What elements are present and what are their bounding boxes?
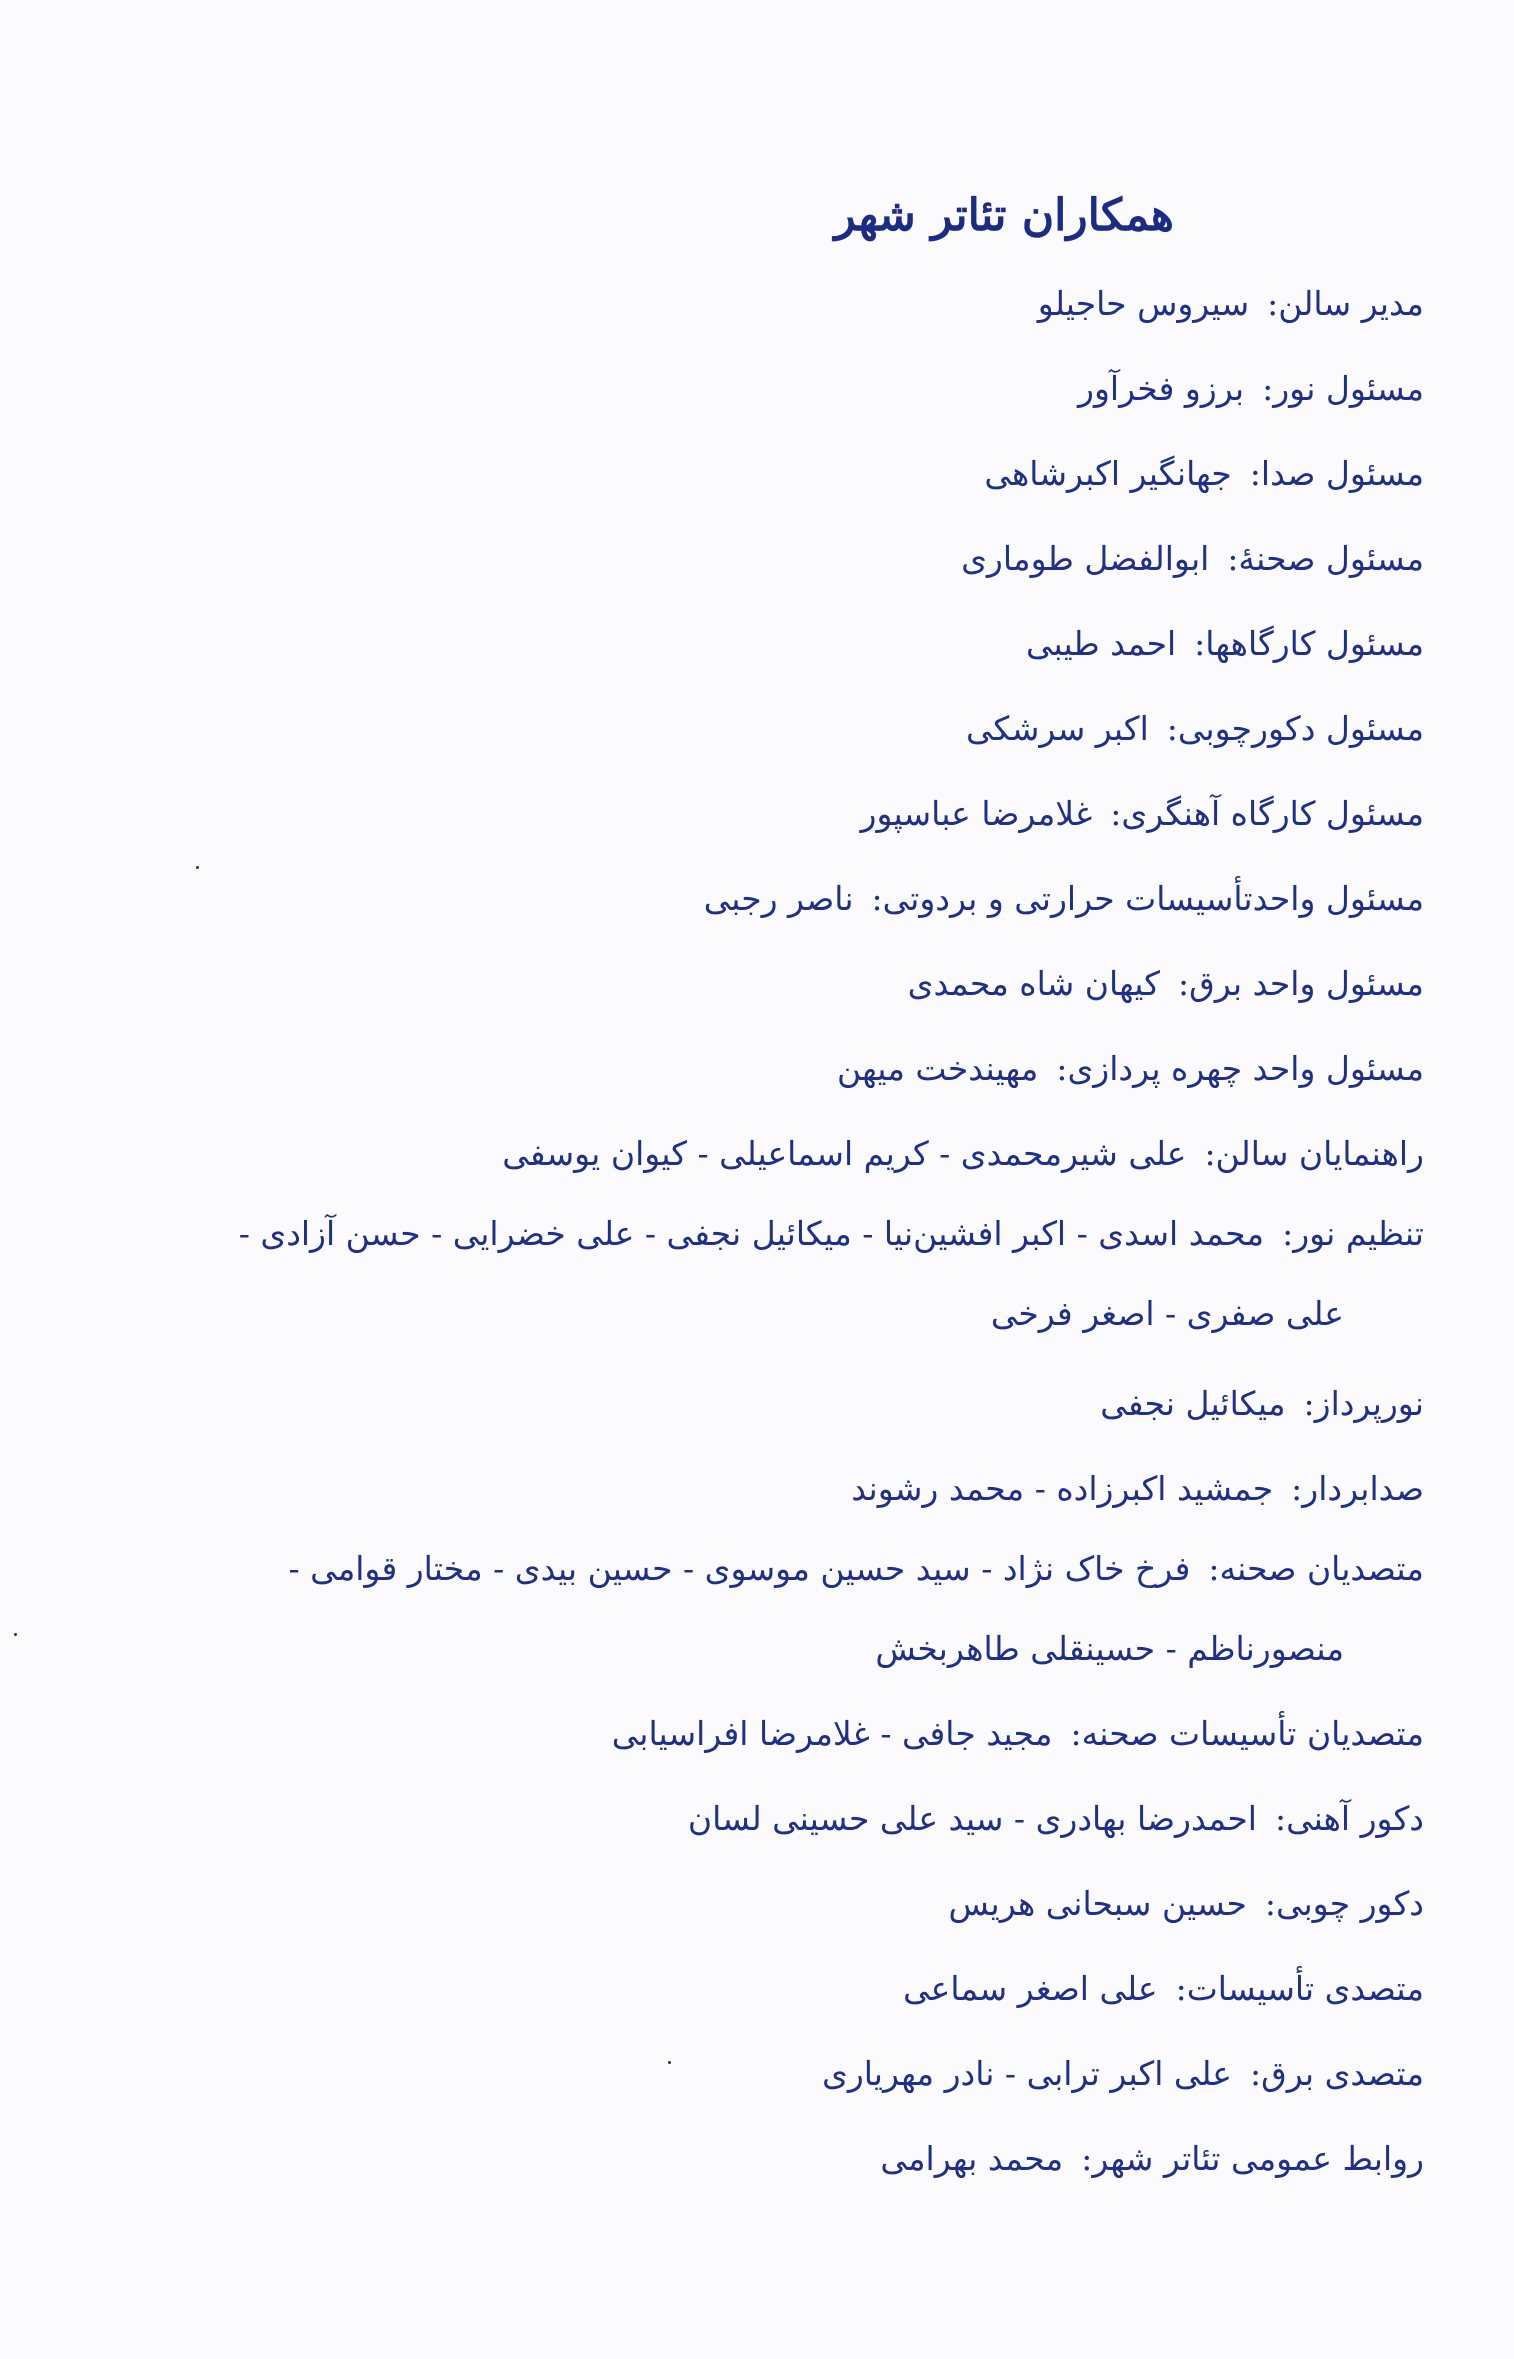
credit-names: احمد طیبی (1026, 624, 1177, 663)
credit-line-stage-facilities-crew (612, 1712, 1424, 1756)
credit-names: محمد اسدی - اکبر افشین‌نیا - میکائیل نجفی - علی خضرایی - حسن آزادی - (238, 1214, 1265, 1253)
credit-role: نورپرداز: (1303, 1384, 1424, 1423)
credit-line-facilities-operator (903, 1967, 1424, 2011)
credit-role: مسئول واحد چهره پردازی: (1056, 1049, 1424, 1088)
credit-line-light-tuning (239, 1212, 1424, 1256)
credit-role: مسئول کارگاه آهنگری: (1110, 794, 1424, 833)
credit-names: احمدرضا بهادری - سید علی حسینی لسان (687, 1799, 1257, 1838)
scan-speck (14, 1633, 17, 1636)
credit-role: مسئول واحد برق: (1177, 964, 1424, 1003)
credit-names: غلامرضا عباسپور (860, 794, 1093, 833)
credit-names: کیهان شاه محمدی (907, 964, 1160, 1003)
credit-line-electric-operator (822, 2052, 1424, 2096)
credit-names: جهانگیر اکبرشاهی (984, 454, 1232, 493)
credit-line-ironwork-head (861, 792, 1424, 836)
credit-line-wood-decor-head (966, 707, 1424, 751)
credit-role: دکور آهنی: (1274, 1799, 1424, 1838)
credit-names: علی شیرمحمدی - کریم اسماعیلی - کیوان یوسفی (502, 1134, 1187, 1173)
credit-role: مسئول واحدتأسیسات حرارتی و بردوتی: (871, 879, 1424, 918)
credit-role: مسئول کارگاهها: (1194, 624, 1424, 663)
credit-role: مسئول دکورچوبی: (1166, 709, 1424, 748)
credit-role: متصدی برق: (1249, 2054, 1424, 2093)
credit-line-makeup-head (837, 1047, 1424, 1091)
credit-role: دکور چوبی: (1264, 1884, 1424, 1923)
credit-role: مسئول صدا: (1249, 454, 1424, 493)
credit-names: مجید جافی - غلامرضا افراسیابی (611, 1714, 1053, 1753)
credit-line-stage-head (961, 537, 1424, 581)
credit-names: برزو فخرآور (1078, 369, 1245, 408)
credit-line-ushers (502, 1132, 1424, 1176)
credit-role: مسئول صحنهٔ: (1227, 539, 1424, 578)
credit-role: تنظیم نور: (1282, 1214, 1424, 1253)
credit-names: اکبر سرشکی (965, 709, 1149, 748)
credit-names: علی اکبر ترابی - نادر مهریاری (821, 2054, 1232, 2093)
scan-speck (668, 2061, 671, 2064)
credit-names: علی صفری - اصغر فرخی (990, 1294, 1344, 1333)
credit-role: راهنمایان سالن: (1204, 1134, 1424, 1173)
credit-line-workshops-head (1026, 622, 1424, 666)
credit-line-public-relations (880, 2137, 1424, 2181)
page-title: همکاران تئاتر شهر (834, 190, 1174, 241)
credit-role: متصدیان صحنه: (1208, 1549, 1424, 1588)
credit-names: حسین سبحانی هریس (948, 1884, 1247, 1923)
credit-line-stage-crew-continued (875, 1627, 1344, 1671)
credit-role: روابط عمومی تئاتر شهر: (1081, 2139, 1424, 2178)
credit-role: متصدی تأسیسات: (1175, 1969, 1424, 2008)
credit-role: متصدیان تأسیسات صحنه: (1070, 1714, 1424, 1753)
credit-line-hvac-head (704, 877, 1424, 921)
credit-role: صدابردار: (1291, 1469, 1424, 1508)
credit-line-lighting-head (1078, 367, 1424, 411)
credit-line-wood-decor (948, 1882, 1424, 1926)
credit-names: ابوالفضل طوماری (961, 539, 1210, 578)
credit-line-lighting-designer (1100, 1382, 1424, 1426)
credit-names: جمشید اکبرزاده - محمد رشوند (851, 1469, 1274, 1508)
credit-line-hall-manager (1038, 282, 1424, 326)
credit-line-light-tuning-continued (991, 1292, 1344, 1336)
credit-names: منصورناظم - حسینقلی طاهربخش (875, 1629, 1344, 1668)
credit-names: فرخ خاک نژاد - سید حسین موسوی - حسین بیدی - مختار قوامی - (288, 1549, 1191, 1588)
credit-line-electric-head (908, 962, 1424, 1006)
credit-names: محمد بهرامی (880, 2139, 1064, 2178)
credit-line-sound-recordist (851, 1467, 1424, 1511)
credit-line-iron-decor (688, 1797, 1424, 1841)
credit-line-sound-head (984, 452, 1424, 496)
credit-names: مهیندخت میهن (836, 1049, 1039, 1088)
credit-names: ناصر رجبی (703, 879, 854, 918)
credit-role: مسئول نور: (1262, 369, 1424, 408)
credit-line-stage-crew (288, 1547, 1424, 1591)
credit-names: میکائیل نجفی (1100, 1384, 1286, 1423)
credit-names: سیروس حاجیلو (1037, 284, 1250, 323)
credit-names: علی اصغر سماعی (903, 1969, 1158, 2008)
credit-role: مدیر سالن: (1267, 284, 1424, 323)
scan-speck (196, 866, 199, 869)
